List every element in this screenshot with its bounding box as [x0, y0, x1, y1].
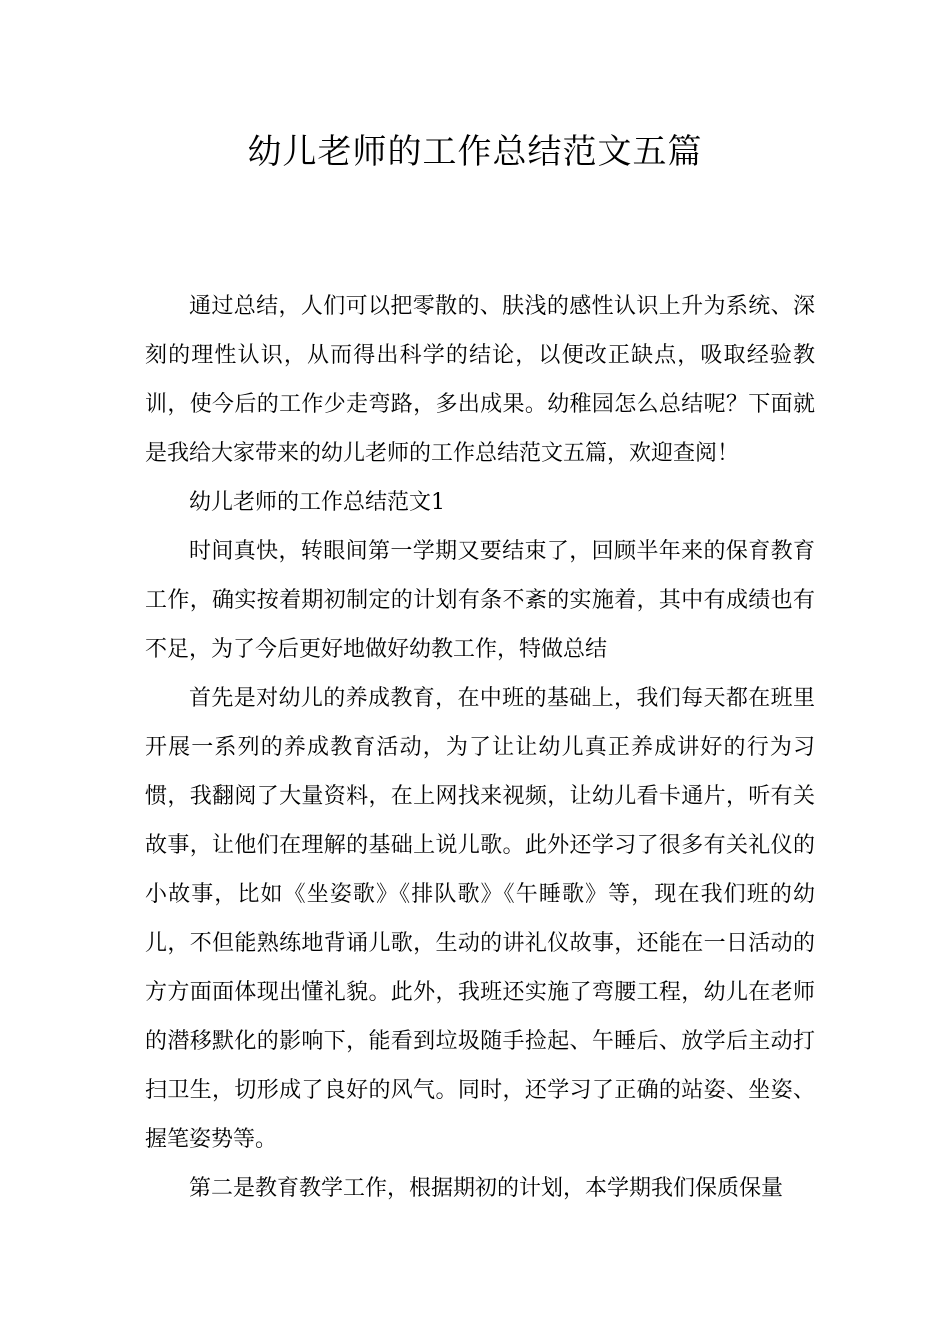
document-body — [145, 282, 815, 1213]
intro-paragraph: 通过总结，人们可以把零散的、肤浅的感性认识上升为系统、深刻的理性认识，从而得出科学的结论，以便改正缺点，吸取经验教训，使今后的工作少走弯路，多出成果。幼稚园怎么总结呢？下面就是我给大家带来的幼儿老师的工作总结范文五篇，欢迎查阅！ — [145, 294, 815, 466]
body-paragraph: 首先是对幼儿的养成教育，在中班的基础上，我们每天都在班里开展一系列的养成教育活动，为了让让幼儿真正养成讲好的行为习惯，我翻阅了大量资料，在上网找来视频，让幼儿看卡通片，听有关故事，让他们在理解的基础上说儿歌。此外还学习了很多有关礼仪的小故事，比如《坐姿歌》《排队歌》《午睡歌》等，现在我们班的幼儿，不但能熟练地背诵儿歌，生动的讲礼仪故事，还能在一日活动的方方面面体现出懂礼貌。此外，我班还实施了弯腰工程，幼儿在老师的潜移默化的影响下，能看到垃圾随手捡起、午睡后、放学后主动打扫卫生，切形成了良好的风气。同时，还学习了正确的站姿、坐姿、握笔姿势等。 — [145, 686, 815, 1152]
body-paragraph: 时间真快，转眼间第一学期又要结束了，回顾半年来的保育教育工作，确实按着期初制定的计划有条不紊的实施着，其中有成绩也有不足，为了今后更好地做好幼教工作，特做总结 — [145, 539, 815, 662]
document-title: 幼儿老师的工作总结范文五篇 — [247, 132, 703, 172]
body-paragraph: 第二是教育教学工作，根据期初的计划，本学期我们保质保量 — [189, 1176, 784, 1201]
section-heading: 幼儿老师的工作总结范文1 — [189, 490, 445, 515]
